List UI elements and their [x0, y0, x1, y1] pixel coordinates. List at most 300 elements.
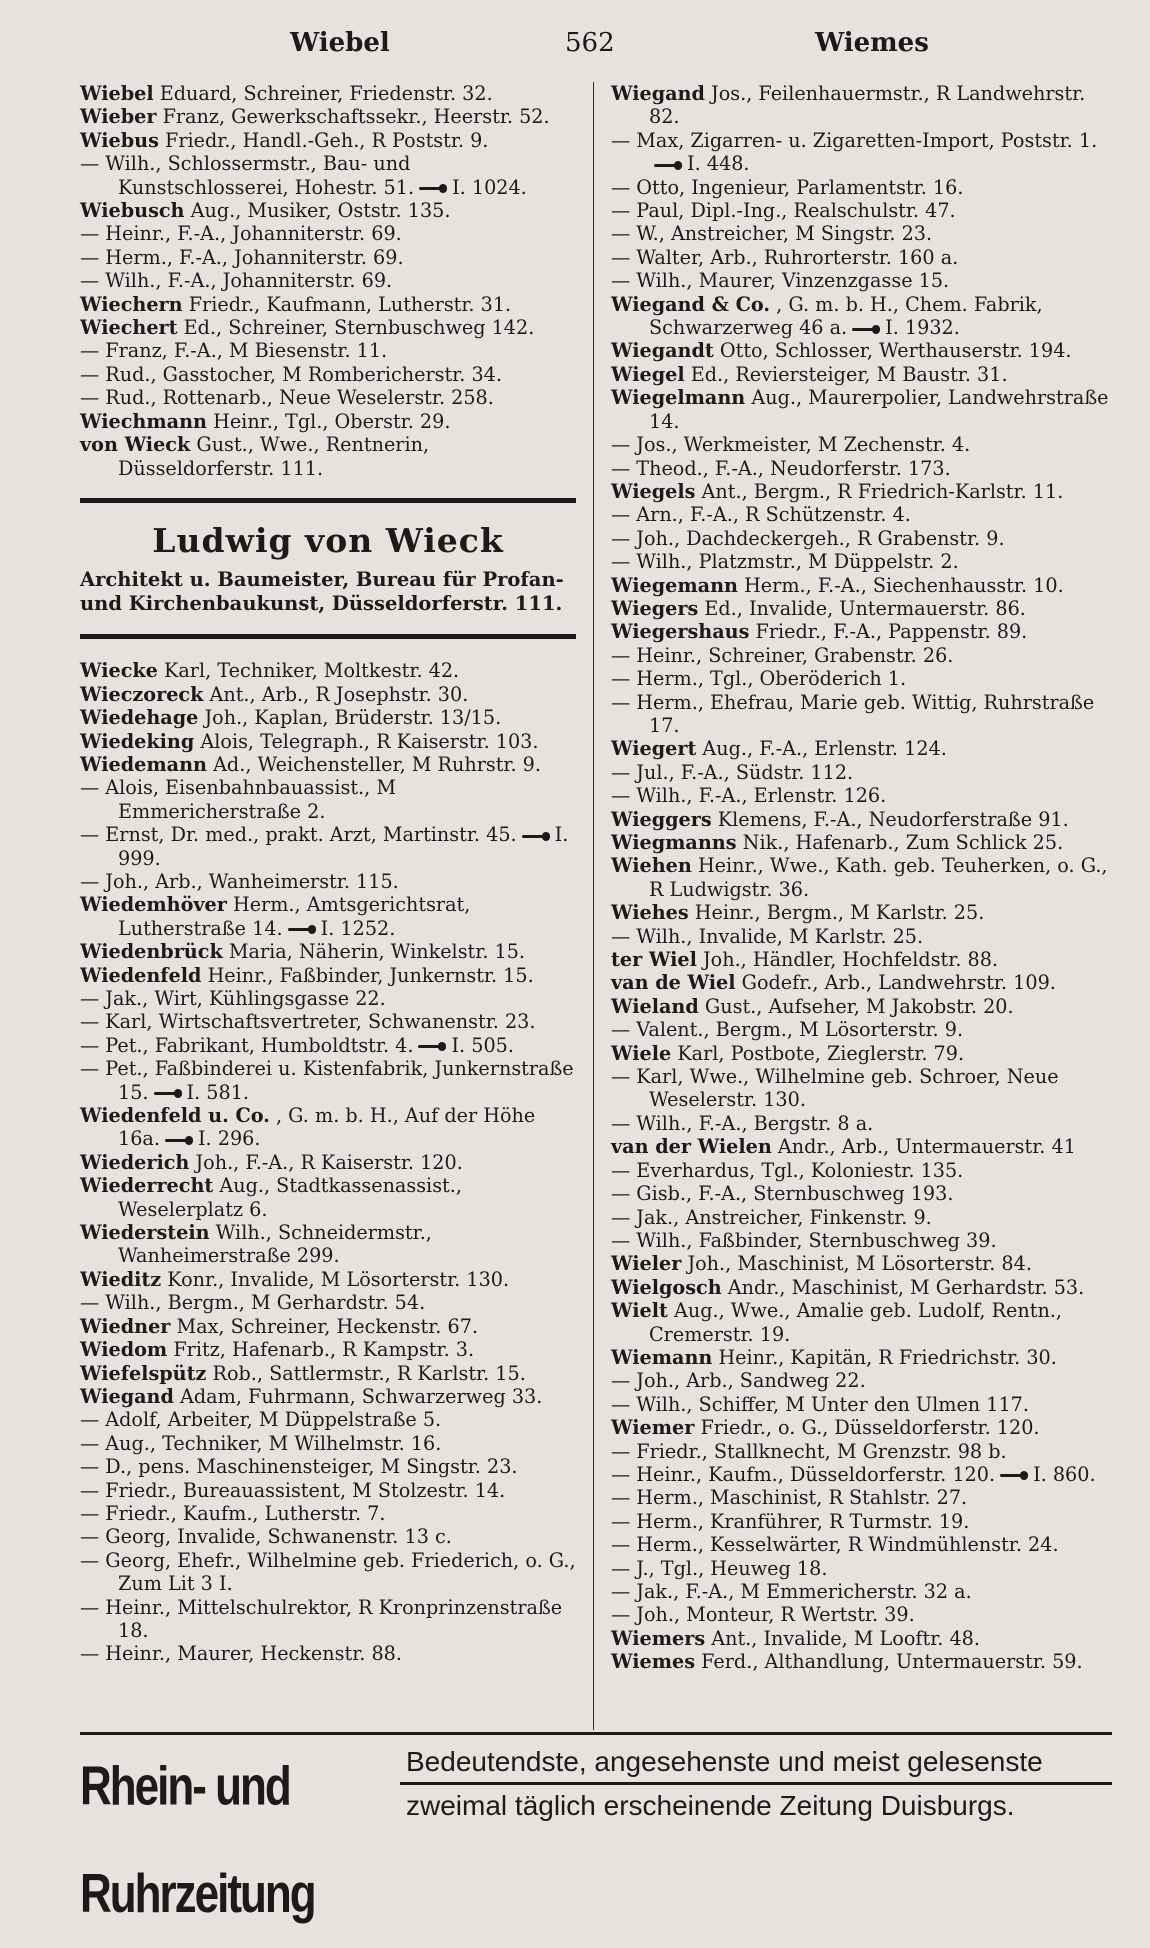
entry-surname: Wiehen	[611, 854, 692, 878]
entry-details: , G. m. b. H., Auf der Höhe 16a.	[118, 1104, 536, 1151]
entry-surname: Wiegemann	[611, 573, 738, 597]
directory-entry	[611, 1650, 1111, 1673]
entry-details: — Heinr., Maurer, Heckenstr. 88.	[80, 1642, 402, 1666]
page-number: 562	[565, 28, 615, 58]
telephone-number: I. 505.	[451, 1033, 514, 1057]
entry-details: — Joh., Monteur, R Wertstr. 39.	[611, 1603, 915, 1627]
directory-entry	[611, 1346, 1111, 1369]
entry-details: — D., pens. Maschinensteiger, M Singstr. 23.	[80, 1455, 518, 1479]
entry-details: Konr., Invalide, M Lösorterstr. 130.	[167, 1267, 510, 1291]
directory-entry	[611, 1206, 1111, 1229]
entry-details: — Friedr., Bureauassistent, M Stolzestr. 14.	[80, 1478, 506, 1502]
directory-entry	[80, 706, 576, 729]
directory-entry	[80, 1315, 576, 1338]
column-divider	[593, 82, 594, 1730]
directory-entry	[80, 987, 576, 1010]
entry-details: Ant., Arb., R Josephstr. 30.	[209, 682, 469, 706]
entry-surname: Wieggers	[611, 807, 712, 831]
entry-surname: van de Wiel	[611, 971, 736, 995]
entry-surname: Wiederrecht	[80, 1174, 214, 1198]
entry-details: — Wilh., Platzmstr., M Düppelstr. 2.	[611, 550, 959, 574]
directory-entry	[611, 574, 1111, 597]
entry-surname: Wiele	[611, 1041, 672, 1065]
entry-surname: Wiemes	[611, 1650, 696, 1674]
entry-details: — Joh., Arb., Wanheimerstr. 115.	[80, 869, 399, 893]
entry-details: Heinr., Faßbinder, Junkernstr. 15.	[207, 963, 534, 987]
entry-details: Max, Schreiner, Heckenstr. 67.	[176, 1314, 479, 1338]
telephone-icon	[654, 161, 682, 170]
entry-details: Herm., F.-A., Siechenhausstr. 10.	[744, 573, 1064, 597]
directory-entry	[611, 457, 1111, 480]
entry-details: Herm., Amtsgerichtsrat, Lutherstraße 14.	[118, 893, 471, 940]
ad-rule-bottom	[80, 634, 576, 639]
entry-details: — Wilh., Schlossermstr., Bau- und Kunstschlosserei, Hohestr. 51.	[80, 152, 415, 199]
entry-details: Aug., Musiker, Oststr. 135.	[190, 199, 451, 223]
directory-entry	[80, 82, 576, 105]
directory-entry	[80, 940, 576, 963]
telephone-number: I. 1932.	[885, 316, 960, 340]
entry-details: — Heinr., Schreiner, Grabenstr. 26.	[611, 643, 954, 667]
entry-details: — Herm., Kesselwärter, R Windmühlenstr. 24.	[611, 1533, 1059, 1557]
entry-details: — J., Tgl., Heuweg 18.	[611, 1556, 828, 1580]
directory-entry	[611, 1182, 1111, 1205]
entry-surname: Wiedeking	[80, 729, 195, 753]
entry-details: Wilh., Schneidermstr., Wanheimerstraße 299.	[118, 1221, 432, 1268]
directory-entry	[80, 339, 576, 362]
entry-details: — Rud., Rottenarb., Neue Weselerstr. 258.	[80, 386, 494, 410]
entry-surname: Wiedenbrück	[80, 940, 223, 964]
entry-surname: Wiedner	[80, 1314, 171, 1338]
entry-details: Ed., Schreiner, Sternbuschweg 142.	[183, 316, 535, 340]
telephone-number: I. 1024.	[452, 175, 527, 199]
directory-entry	[80, 683, 576, 706]
directory-entry	[611, 1580, 1111, 1603]
architect-advertisement	[80, 498, 576, 639]
directory-entry	[611, 527, 1111, 550]
entry-surname: Wiedenfeld u. Co.	[80, 1104, 270, 1128]
directory-entry	[80, 964, 576, 987]
telephone-icon	[288, 925, 316, 934]
entry-details: Nik., Hafenarb., Zum Schlick 25.	[742, 831, 1064, 854]
directory-entry	[80, 893, 576, 940]
ad-text: Architekt u. Baumeister, Bureau für Profan- und Kirchenbaukunst, Düsseldorferstr. 111.	[80, 568, 564, 616]
entry-details: Otto, Schlosser, Werthauserstr. 194.	[719, 339, 1072, 363]
directory-entry	[80, 1174, 576, 1221]
entry-details: — Rud., Gasstocher, M Rombericherstr. 34.	[80, 362, 502, 386]
entry-details: — Jul., F.-A., Südstr. 112.	[611, 760, 854, 784]
entry-surname: Wiemer	[611, 1416, 695, 1440]
directory-entry	[80, 129, 576, 152]
entry-details: Alois, Telegraph., R Kaiserstr. 103.	[200, 729, 539, 753]
entry-surname: Wielgosch	[611, 1275, 722, 1299]
directory-entry	[611, 1416, 1111, 1439]
directory-entry	[611, 1510, 1111, 1533]
directory-entry	[80, 293, 576, 316]
directory-entry	[80, 870, 576, 893]
right-column	[611, 82, 1111, 1674]
telephone-number: I. 1252.	[320, 916, 396, 940]
directory-entry	[611, 1369, 1111, 1392]
directory-entry	[80, 823, 576, 870]
entry-surname: van der Wielen	[611, 1135, 772, 1159]
entry-details: — Pet., Faßbinderei u. Kistenfabrik, Junkernstraße 15.	[80, 1057, 574, 1104]
directory-entry	[611, 1603, 1111, 1626]
directory-entry	[80, 1362, 576, 1385]
telephone-icon	[418, 1042, 446, 1051]
directory-entry	[611, 363, 1111, 386]
entry-details: — Walter, Arb., Ruhrorterstr. 160 a.	[611, 245, 959, 269]
telephone-icon	[419, 184, 447, 193]
entry-details: — Everhardus, Tgl., Koloniestr. 135.	[611, 1158, 964, 1182]
directory-entry	[80, 1034, 576, 1057]
entry-details: — Herm., Ehefrau, Marie geb. Wittig, Ruhrstraße 17.	[611, 690, 1095, 737]
directory-entry	[611, 784, 1111, 807]
entry-details: Friedr., o. G., Düsseldorferstr. 120.	[700, 1416, 1040, 1440]
directory-entry	[80, 1268, 576, 1291]
directory-entry	[611, 1276, 1111, 1299]
entry-details: Gust., Wwe., Rentnerin, Düsseldorferstr. 111.	[118, 433, 430, 480]
left-column	[80, 82, 576, 1666]
directory-entry	[80, 246, 576, 269]
directory-entry	[611, 971, 1111, 994]
entry-surname: Wieczoreck	[80, 682, 204, 706]
directory-entry	[80, 1549, 576, 1596]
entry-details: — Georg, Ehefr., Wilhelmine geb. Friederich, o. G., Zum Lit 3 I.	[80, 1548, 576, 1596]
entry-surname: ter Wiel	[611, 948, 697, 972]
entry-details: Rob., Sattlermstr., R Karlstr. 15.	[212, 1361, 526, 1385]
directory-entry	[611, 644, 1111, 667]
directory-entry	[80, 753, 576, 776]
entry-details: — Joh., Arb., Sandweg 22.	[611, 1369, 866, 1393]
entry-details: Ed., Invalide, Untermauerstr. 86.	[704, 596, 1026, 620]
directory-entry	[80, 386, 576, 409]
entry-details: Friedr., Handl.-Geh., R Poststr. 9.	[165, 128, 489, 152]
entry-surname: Wiedehage	[80, 706, 199, 730]
directory-entry	[611, 1065, 1111, 1112]
entry-surname: Wiegandt	[611, 339, 714, 363]
entry-details: Ad., Weichensteller, M Ruhrstr. 9.	[213, 752, 541, 776]
directory-entry	[80, 363, 576, 386]
entry-surname: Wiehes	[611, 901, 689, 925]
entry-details: Aug., Stadtkassenassist., Weselerplatz 6.	[118, 1174, 462, 1221]
directory-entry	[611, 176, 1111, 199]
directory-entry	[611, 503, 1111, 526]
newspaper-banner	[80, 1744, 1112, 1925]
entry-surname: Wiemann	[611, 1345, 713, 1369]
banner-text	[400, 1744, 1112, 1827]
left-entries-top	[80, 82, 576, 480]
directory-entry	[611, 1229, 1111, 1252]
entry-details: Aug., F.-A., Erlenstr. 124.	[702, 737, 947, 761]
entry-details: Klemens, F.-A., Neudorferstraße 91.	[717, 807, 1069, 831]
entry-details: — Heinr., F.-A., Johanniterstr. 69.	[80, 222, 402, 246]
entry-details: Heinr., Bergm., M Karlstr. 25.	[694, 901, 985, 925]
entry-surname: Wiedom	[80, 1338, 168, 1362]
directory-entry	[611, 1299, 1111, 1346]
directory-entry	[80, 316, 576, 339]
directory-entry	[80, 1642, 576, 1665]
entry-details: Gust., Aufseher, M Jakobstr. 20.	[704, 994, 1014, 1018]
entry-details: — Wilh., Bergm., M Gerhardstr. 54.	[80, 1291, 426, 1315]
entry-surname: Wiegels	[611, 479, 696, 503]
ad-name: Ludwig von Wieck	[152, 520, 504, 560]
entry-details: Joh., Händler, Hochfeldstr. 88.	[702, 948, 999, 972]
entry-surname: Wieland	[611, 994, 699, 1018]
entry-details: — Pet., Fabrikant, Humboldtstr. 4.	[80, 1033, 414, 1057]
entry-surname: Wiedemann	[80, 752, 207, 776]
entry-details: — Friedr., Kaufm., Lutherstr. 7.	[80, 1501, 386, 1525]
entry-details: — Herm., Maschinist, R Stahlstr. 27.	[611, 1486, 968, 1510]
entry-details: — Joh., Dachdeckergeh., R Grabenstr. 9.	[611, 526, 1005, 550]
directory-entry	[80, 199, 576, 222]
directory-entry	[80, 222, 576, 245]
telephone-icon	[165, 1136, 193, 1145]
telephone-icon	[154, 1089, 182, 1098]
directory-entry	[611, 1112, 1111, 1135]
right-entries	[611, 82, 1111, 1674]
entry-details: Ant., Invalide, M Looftr. 48.	[711, 1626, 980, 1650]
entry-surname: Wiegert	[611, 737, 697, 761]
directory-entry	[611, 82, 1111, 129]
header-left-keyword: Wiebel	[290, 28, 390, 58]
telephone-number: I. 448.	[687, 152, 750, 176]
entry-details: — Friedr., Stallknecht, M Grenzstr. 98 b.	[611, 1439, 1007, 1463]
entry-details: — Paul, Dipl.-Ing., Realschulstr. 47.	[611, 199, 956, 223]
directory-entry	[80, 1057, 576, 1104]
directory-entry	[611, 1042, 1111, 1065]
entry-details: — Jak., Anstreicher, Finkenstr. 9.	[611, 1205, 932, 1229]
directory-entry	[611, 1393, 1111, 1416]
directory-entry	[80, 1596, 576, 1643]
entry-details: Aug., Maurerpolier, Landwehrstraße 14.	[649, 386, 1109, 433]
entry-details: — Adolf, Arbeiter, M Düppelstraße 5.	[80, 1408, 442, 1432]
directory-entry	[611, 1018, 1111, 1041]
entry-surname: Wiegand	[80, 1384, 174, 1408]
entry-surname: Wiedemhöver	[80, 893, 227, 917]
entry-surname: Wiedenfeld	[80, 963, 202, 987]
entry-details: — Wilh., F.-A., Johanniterstr. 69.	[80, 269, 393, 293]
entry-details: Maria, Näherin, Winkelstr. 15.	[228, 940, 526, 964]
directory-entry	[611, 831, 1111, 854]
directory-entry	[80, 1291, 576, 1314]
directory-entry	[80, 776, 576, 823]
directory-entry	[80, 1338, 576, 1361]
entry-surname: Wieber	[80, 105, 157, 129]
entry-surname: von Wieck	[80, 433, 191, 457]
entry-details: — Franz, F.-A., M Biesenstr. 11.	[80, 339, 388, 363]
entry-details: Fritz, Hafenarb., R Kampstr. 3.	[173, 1338, 475, 1362]
entry-details: Karl, Techniker, Moltkestr. 42.	[164, 659, 460, 683]
directory-entry	[611, 620, 1111, 643]
directory-entry	[80, 1221, 576, 1268]
entry-details: Heinr., Kapitän, R Friedrichstr. 30.	[718, 1345, 1057, 1369]
entry-surname: Wiechern	[80, 292, 183, 316]
entry-surname: Wiegand & Co.	[611, 292, 771, 316]
entry-details: , G. m. b. H., Chem. Fabrik, Schwarzerweg 46 a.	[649, 292, 1043, 340]
entry-surname: Wieditz	[80, 1267, 162, 1291]
entry-details: — Herm., Kranführer, R Turmstr. 19.	[611, 1509, 970, 1533]
entry-details: Karl, Postbote, Zieglerstr. 79.	[677, 1041, 965, 1065]
entry-details: — Wilh., Invalide, M Karlstr. 25.	[611, 924, 924, 948]
entry-details: — Gisb., F.-A., Sternbuschweg 193.	[611, 1182, 954, 1206]
entry-details: Andr., Arb., Untermauerstr. 41	[777, 1135, 1076, 1159]
directory-entry	[611, 129, 1111, 176]
entry-surname: Wiegand	[611, 82, 705, 105]
entry-details: — Jak., Wirt, Kühlingsgasse 22.	[80, 987, 386, 1010]
directory-entry	[80, 1455, 576, 1478]
banner-line-1: Bedeutendste, angesehenste und meist gelesenste	[400, 1744, 1112, 1785]
entry-details: — Valent., Bergm., M Lösorterstr. 9.	[611, 1018, 964, 1042]
entry-details: — Arn., F.-A., R Schützenstr. 4.	[611, 503, 911, 527]
entry-surname: Wiebus	[80, 128, 159, 152]
directory-entry	[611, 925, 1111, 948]
telephone-icon	[852, 325, 880, 334]
directory-entry	[611, 1440, 1111, 1463]
directory-entry	[80, 1432, 576, 1455]
ad-rule-top	[80, 498, 576, 503]
directory-entry	[611, 597, 1111, 620]
entry-details: Friedr., Kaufmann, Lutherstr. 31.	[188, 292, 512, 316]
entry-surname: Wiederich	[80, 1150, 190, 1174]
directory-entry	[80, 1408, 576, 1431]
entry-surname: Wiechmann	[80, 409, 207, 433]
entry-details: — Wilh., F.-A., Bergstr. 8 a.	[611, 1111, 874, 1135]
entry-surname: Wiebel	[80, 82, 154, 105]
entry-details: — Herm., F.-A., Johanniterstr. 69.	[80, 245, 404, 269]
directory-entry	[80, 659, 576, 682]
entry-details: Jos., Feilenhauermstr., R Landwehrstr. 82.	[649, 82, 1086, 129]
telephone-icon	[1000, 1471, 1028, 1480]
directory-entry	[611, 480, 1111, 503]
entry-details: — Theod., F.-A., Neudorferstr. 173.	[611, 456, 951, 480]
entry-details: — Wilh., Faßbinder, Sternbuschweg 39.	[611, 1228, 997, 1252]
header-right-keyword: Wiemes	[815, 28, 929, 58]
entry-details: — Karl, Wirtschaftsvertreter, Schwanenstr. 23.	[80, 1010, 536, 1034]
entry-details: — Jos., Werkmeister, M Zechenstr. 4.	[611, 433, 971, 457]
directory-entry	[611, 293, 1111, 340]
directory-entry	[611, 1533, 1111, 1556]
directory-entry	[611, 995, 1111, 1018]
entry-details: Joh., F.-A., R Kaiserstr. 120.	[195, 1150, 463, 1174]
entry-details: — Ernst, Dr. med., prakt. Arzt, Martinstr. 45.	[80, 823, 517, 847]
entry-details: — Wilh., Maurer, Vinzenzgasse 15.	[611, 269, 950, 293]
directory-entry	[611, 246, 1111, 269]
entry-details: — Heinr., Mittelschulrektor, R Kronprinzenstraße 18.	[80, 1595, 563, 1642]
entry-details: — Wilh., Schiffer, M Unter den Ulmen 117.	[611, 1392, 1029, 1416]
directory-entry	[611, 1135, 1111, 1158]
entry-details: Ant., Bergm., R Friedrich-Karlstr. 11.	[701, 479, 1064, 503]
entry-details: Joh., Maschinist, M Lösorterstr. 84.	[687, 1252, 1032, 1276]
entry-surname: Wiemers	[611, 1626, 706, 1650]
entry-details: — Aug., Techniker, M Wilhelmstr. 16.	[80, 1431, 442, 1455]
entry-details: Joh., Kaplan, Brüderstr. 13/15.	[204, 706, 502, 730]
entry-surname: Wielt	[611, 1299, 668, 1323]
directory-entry	[611, 1486, 1111, 1509]
telephone-number: I. 860.	[1033, 1462, 1096, 1486]
left-entries-bottom	[80, 659, 576, 1665]
directory-entry	[611, 222, 1111, 245]
banner-line-2: zweimal täglich erscheinende Zeitung Duisburgs.	[406, 1790, 1015, 1821]
entry-details: — W., Anstreicher, M Singstr. 23.	[611, 222, 933, 246]
entry-details: — Karl, Wwe., Wilhelmine geb. Schroer, Neue Weselerstr. 130.	[611, 1065, 1059, 1112]
entry-surname: Wiecke	[80, 659, 158, 683]
entry-surname: Wiegmanns	[611, 831, 737, 854]
directory-entry	[611, 386, 1111, 433]
directory-entry	[611, 339, 1111, 362]
directory-entry	[611, 1159, 1111, 1182]
directory-entry	[611, 1463, 1111, 1486]
entry-details: Heinr., Tgl., Oberstr. 29.	[213, 409, 451, 433]
directory-entry	[611, 808, 1111, 831]
directory-entry	[611, 901, 1111, 924]
directory-entry	[80, 105, 576, 128]
telephone-icon	[522, 832, 550, 841]
directory-entry	[80, 730, 576, 753]
telephone-number: I. 581.	[186, 1080, 250, 1104]
entry-details: Aug., Wwe., Amalie geb. Ludolf, Rentn., Cremerstr. 19.	[649, 1299, 1063, 1346]
directory-entry	[611, 269, 1111, 292]
entry-details: Heinr., Wwe., Kath. geb. Teuherken, o. G., R Ludwigstr. 36.	[649, 854, 1108, 901]
entry-surname: Wiegel	[611, 362, 685, 386]
directory-entry	[611, 761, 1111, 784]
entry-surname: Wiebusch	[80, 199, 185, 223]
directory-entry	[611, 1627, 1111, 1650]
entry-surname: Wiefelspütz	[80, 1361, 207, 1385]
telephone-number: I. 296.	[197, 1127, 261, 1151]
entry-details: — Herm., Tgl., Oberöderich 1.	[611, 667, 907, 691]
entry-details: Andr., Maschinist, M Gerhardstr. 53.	[727, 1275, 1085, 1299]
directory-entry	[80, 269, 576, 292]
entry-details: — Otto, Ingenieur, Parlamentstr. 16.	[611, 175, 964, 199]
entry-details: Franz, Gewerkschaftssekr., Heerstr. 52.	[162, 105, 550, 129]
entry-details: Godefr., Arb., Landwehrstr. 109.	[741, 971, 1056, 995]
directory-entry	[611, 550, 1111, 573]
entry-surname: Wiederstein	[80, 1221, 210, 1245]
directory-entry	[611, 691, 1111, 738]
directory-entry	[80, 1104, 576, 1151]
directory-entry	[611, 737, 1111, 760]
entry-details: Ed., Reviersteiger, M Baustr. 31.	[690, 362, 1008, 386]
entry-details: Adam, Fuhrmann, Schwarzerweg 33.	[180, 1384, 543, 1408]
entry-details: — Alois, Eisenbahnbauassist., M Emmericherstraße 2.	[80, 776, 397, 823]
banner-title: Rhein- und Ruhrzeitung	[80, 1755, 315, 1925]
directory-entry	[611, 1557, 1111, 1580]
directory-entry	[80, 1151, 576, 1174]
directory-entry	[80, 1385, 576, 1408]
directory-entry	[611, 1252, 1111, 1275]
entry-details: — Georg, Invalide, Schwanenstr. 13 c.	[80, 1525, 452, 1549]
directory-entry	[80, 1525, 576, 1548]
entry-details: — Wilh., F.-A., Erlenstr. 126.	[611, 784, 887, 808]
directory-entry	[611, 854, 1111, 901]
directory-entry	[611, 199, 1111, 222]
directory-entry	[80, 433, 576, 480]
entry-details: — Heinr., Kaufm., Düsseldorferstr. 120.	[611, 1462, 996, 1486]
directory-entry	[80, 152, 576, 199]
entry-surname: Wiechert	[80, 316, 178, 340]
directory-entry	[80, 1479, 576, 1502]
directory-entry	[80, 1010, 576, 1033]
entry-surname: Wiegelmann	[611, 386, 746, 410]
entry-details: — Jak., F.-A., M Emmericherstr. 32 a.	[611, 1580, 972, 1603]
entry-details: Ferd., Althandlung, Untermauerstr. 59.	[701, 1650, 1083, 1674]
directory-entry	[80, 410, 576, 433]
entry-details: Eduard, Schreiner, Friedenstr. 32.	[159, 82, 493, 105]
entry-surname: Wiegers	[611, 596, 699, 620]
entry-details: Friedr., F.-A., Pappenstr. 89.	[755, 620, 1028, 644]
directory-entry	[611, 667, 1111, 690]
entry-surname: Wiegershaus	[611, 620, 750, 644]
